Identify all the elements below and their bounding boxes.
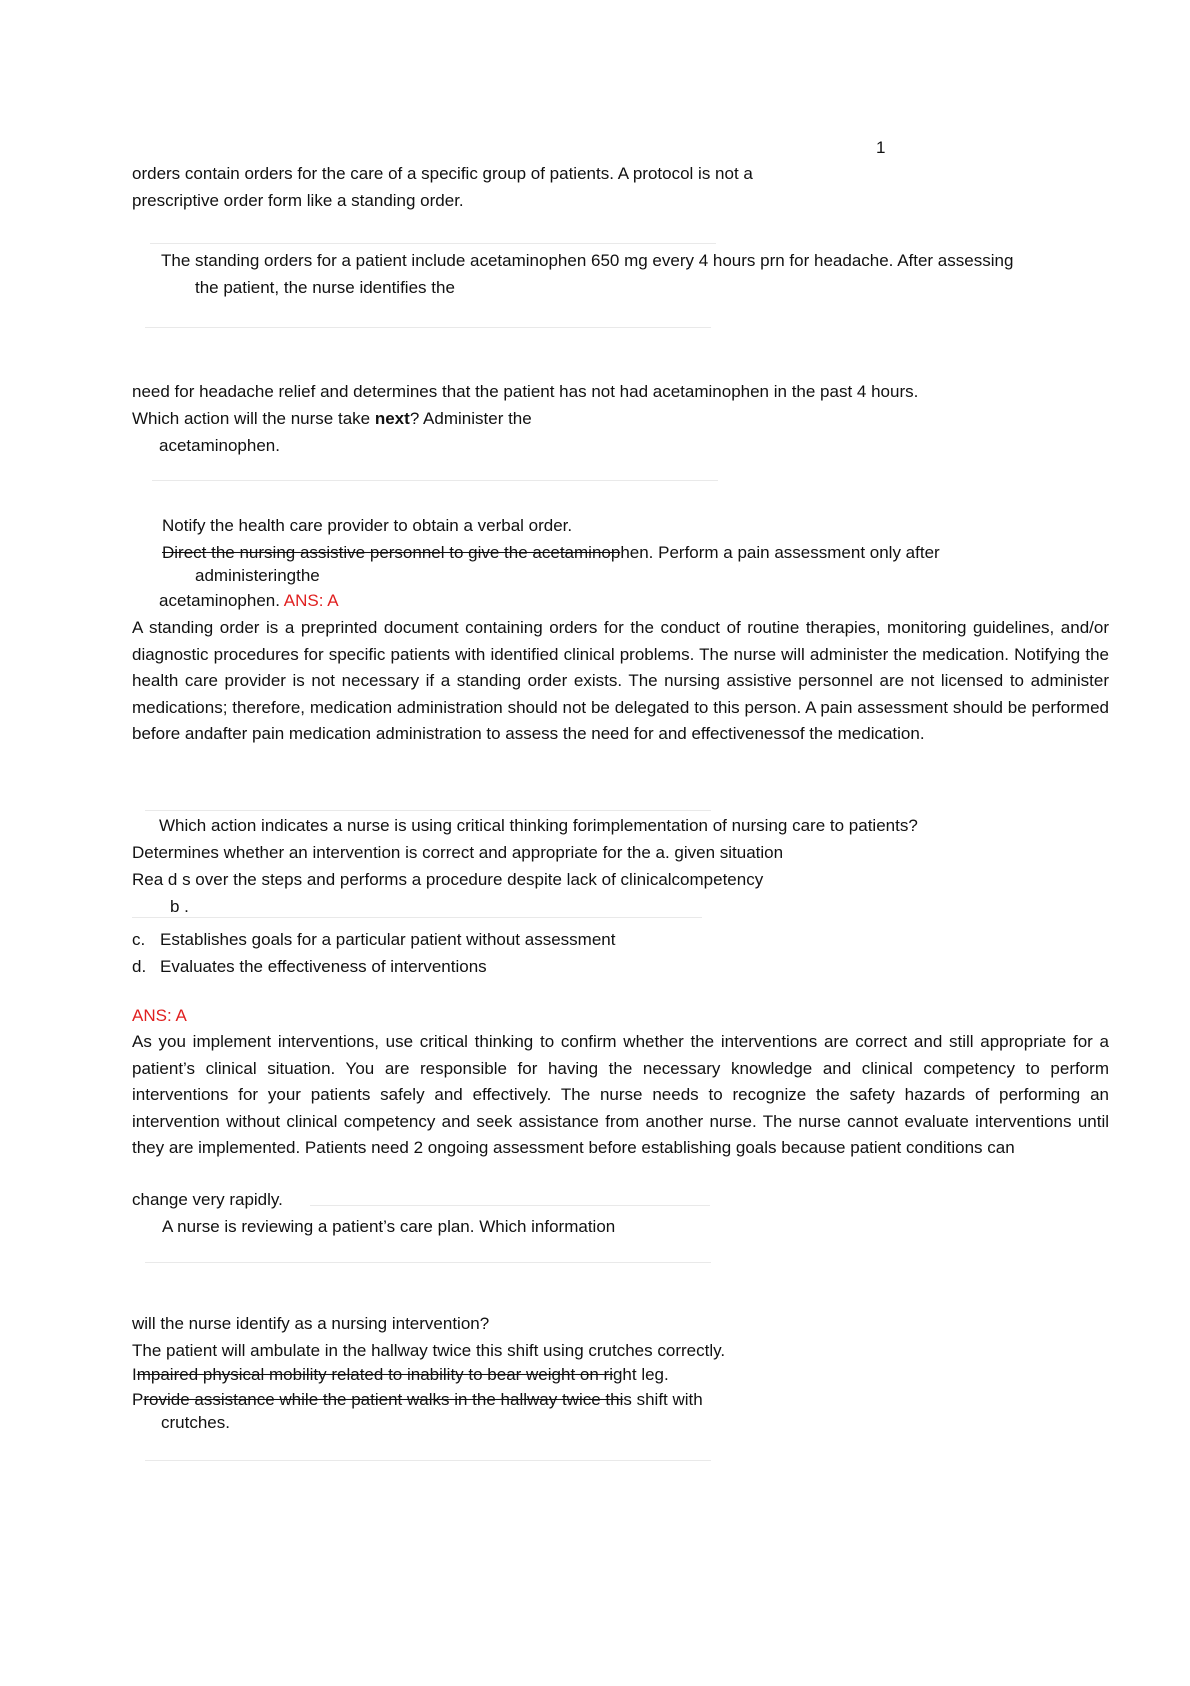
stem-text: Which action will the nurse take: [132, 409, 375, 428]
answer-option: Rea d s over the steps and performs a procedure despite lack of clinicalcompetency: [132, 870, 764, 889]
divider: [310, 1205, 710, 1206]
answer-option: [162, 542, 940, 564]
struck-text: Direct the nursing assistive personnel to give the acetaminop: [162, 543, 621, 562]
answer-option: The patient will ambulate in the hallway twice this shift using crutches correctly.: [132, 1341, 726, 1360]
answer-option: administeringthe: [195, 566, 320, 585]
answer-option: [132, 1364, 669, 1386]
page-number: 1: [876, 138, 886, 157]
struck-text: rovide assistance while the patient walks in the hallway twice thi: [143, 1390, 624, 1409]
option-text: acetaminophen.: [159, 591, 280, 610]
divider: [152, 480, 718, 481]
answer-option: Notify the health care provider to obtain a verbal order.: [162, 516, 573, 535]
option-text: ght leg.: [612, 1365, 669, 1384]
divider: [150, 243, 716, 244]
divider: [132, 917, 702, 918]
answer-option: [132, 1389, 703, 1411]
question-stem: need for headache relief and determines that the patient has not had acetaminophen in the past 4 hours.: [132, 382, 919, 401]
emphasis-next: next: [374, 409, 410, 428]
question-stem: [132, 408, 532, 430]
question-stem: the patient, the nurse identifies the: [195, 278, 455, 297]
struck-text: mpaired physical mobility related to inability to bear weight on ri: [136, 1365, 613, 1384]
question-stem: The standing orders for a patient include acetaminophen 650 mg every 4 hours prn for headache. After assessing: [161, 251, 1014, 270]
answer-key: ANS: A: [132, 1006, 187, 1025]
divider: [145, 1460, 711, 1461]
question-stem: A nurse is reviewing a patient’s care plan. Which information: [162, 1217, 616, 1236]
answer-option: [159, 590, 339, 612]
option-text: Evaluates the effectiveness of interventions: [160, 957, 487, 976]
option-text: I: [132, 1365, 137, 1384]
answer-option: [132, 929, 615, 951]
stem-text: ? Administer the: [409, 409, 532, 428]
rationale-paragraph: As you implement interventions, use critical thinking to confirm whether the interventions are correct and still appropriate for a patient’s clinical situation. You are responsible for having the necessary knowledge and clinical competency to perform interventions for your patients safely and effectively. The nurse needs to recognize the safety hazards of performing an intervention without clinical competency and seek assistance from another nurse. The nurse cannot evaluate interventions until they are implemented. Patients need 2 ongoing assessment before establishing goals because patient conditions can: [132, 1032, 1109, 1158]
answer-option: Determines whether an intervention is correct and appropriate for the a. given situation: [132, 843, 784, 862]
option-text: s shift with: [623, 1390, 703, 1409]
paragraph-line: prescriptive order form like a standing order.: [132, 191, 464, 210]
paragraph-line: orders contain orders for the care of a specific group of patients. A protocol is not a: [132, 164, 753, 183]
question-stem: Which action indicates a nurse is using critical thinking forimplementation of nursing care to patients?: [159, 816, 918, 835]
answer-option: [132, 956, 487, 978]
divider: [145, 810, 711, 811]
option-text: P: [132, 1390, 144, 1409]
option-letter: b .: [170, 897, 189, 916]
question-stem: will the nurse identify as a nursing intervention?: [132, 1314, 490, 1333]
rationale-paragraph: change very rapidly.: [132, 1190, 283, 1209]
answer-option: crutches.: [161, 1413, 230, 1432]
option-text: Establishes goals for a particular patient without assessment: [160, 930, 616, 949]
divider: [145, 327, 711, 328]
option-letter: c.: [132, 930, 146, 949]
answer-key: ANS: A: [283, 591, 339, 610]
option-letter: d.: [132, 957, 147, 976]
divider: [145, 1262, 711, 1263]
rationale-paragraph: A standing order is a preprinted document containing orders for the conduct of routine therapies, monitoring guidelines, and/or diagnostic procedures for specific patients with identified clinical problems. The nurse will administer the medication. Notifying the health care provider is not necessary if a standing order exists. The nursing assistive personnel are not licensed to administer medications; therefore, medication administration should not be delegated to this person. A pain assessment should be performed before andafter pain medication administration to assess the need for and effectivenessof the medication.: [132, 618, 1109, 744]
option-text: hen. Perform a pain assessment only after: [620, 543, 940, 562]
answer-option: acetaminophen.: [159, 436, 280, 455]
